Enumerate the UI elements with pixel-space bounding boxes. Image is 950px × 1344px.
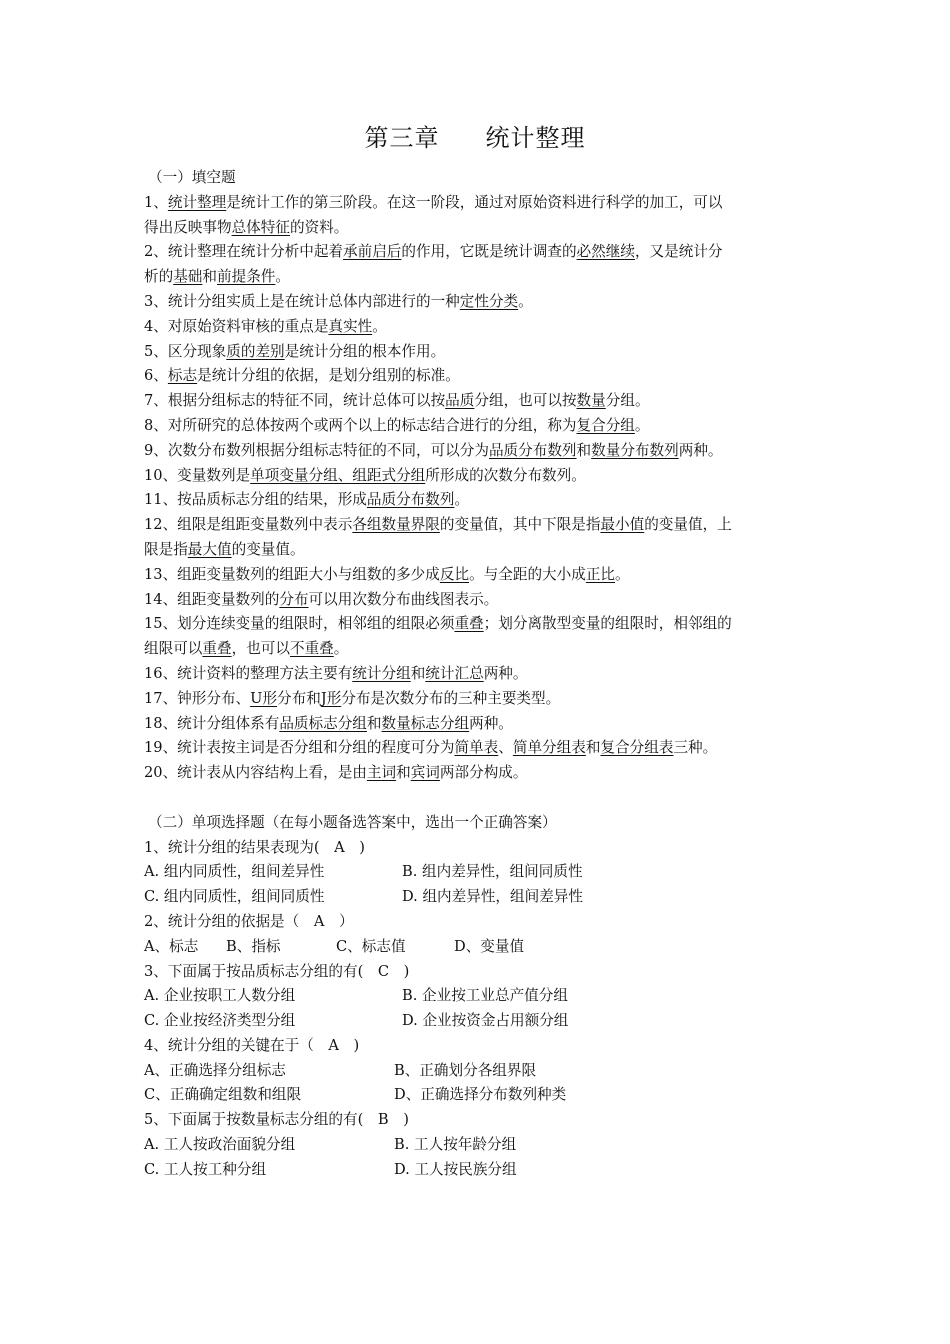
fill-line bbox=[144, 290, 824, 315]
answer-text: 最小值 bbox=[600, 516, 645, 534]
question-text: 4、对原始资料审核的重点是 bbox=[144, 317, 329, 335]
section-heading-choice: （二）单项选择题（在每小题备选答案中，选出一个正确答案） bbox=[148, 813, 557, 831]
page-title bbox=[0, 118, 950, 153]
option-row bbox=[144, 984, 824, 1009]
answer-text: 数量 bbox=[576, 392, 606, 410]
question-text: 8、对所研究的总体按两个或两个以上的标志结合进行的分组，称为 bbox=[144, 416, 577, 434]
answer-text: 复合分组 bbox=[576, 416, 635, 434]
answer-text: 不重叠 bbox=[289, 640, 334, 658]
fill-line bbox=[144, 538, 824, 563]
answer-option: B. 企业按工业总产值分组 bbox=[402, 987, 568, 1005]
answer-option: B. 工人按年龄分组 bbox=[394, 1136, 517, 1154]
option-row bbox=[144, 935, 824, 960]
answer-option: D、正确选择分布数列种类 bbox=[394, 1086, 567, 1104]
answer-option: D. 工人按民族分组 bbox=[394, 1160, 517, 1178]
question-text: 9、次数分布数列根据分组标志特征的不同，可以分为 bbox=[144, 441, 489, 459]
fill-line bbox=[144, 488, 824, 513]
option-row bbox=[144, 860, 824, 885]
answer-text: 正比 bbox=[585, 565, 616, 583]
option-row bbox=[144, 885, 824, 910]
question-text: 。 bbox=[518, 292, 533, 310]
fill-line bbox=[144, 712, 824, 737]
answer-text: 复合分组表 bbox=[600, 739, 674, 757]
fill-line bbox=[144, 513, 824, 538]
answer-option: D、变量值 bbox=[454, 937, 525, 955]
answer-option: C、标志值 bbox=[336, 937, 406, 955]
answer-option: C. 企业按经济类型分组 bbox=[144, 1012, 296, 1030]
question-text: 限是指 bbox=[144, 540, 188, 558]
answer-text: 基础 bbox=[173, 268, 203, 286]
answer-option: C. 组内同质性，组间同质性 bbox=[144, 888, 325, 906]
fill-line bbox=[144, 240, 824, 265]
answer-option: A、标志 bbox=[144, 937, 199, 955]
question-stem: 2、统计分组的依据是（ A ） bbox=[144, 912, 354, 930]
answer-option: A、正确选择分组标志 bbox=[144, 1061, 286, 1079]
fill-line bbox=[144, 364, 824, 389]
answer-option: B、指标 bbox=[226, 937, 281, 955]
answer-text: 主词 bbox=[366, 764, 397, 782]
question-stem: 3、下面属于按品质标志分组的有( C ) bbox=[144, 962, 410, 980]
question-text: 两种。 bbox=[483, 664, 528, 682]
question-text: 16、统计资料的整理方法主要有 bbox=[144, 664, 353, 682]
answer-text: 简单分组表 bbox=[512, 739, 586, 757]
question-text: 15、划分连续变量的组限时，相邻组的组限必须 bbox=[144, 615, 455, 633]
question-text: 19、统计表按主词是否分组和分组的程度可分为 bbox=[144, 739, 455, 757]
question-text: 18、统计分组体系有 bbox=[144, 714, 280, 732]
question-stem: 5、下面属于按数量标志分组的有( B ) bbox=[144, 1111, 409, 1129]
question-text: 13、组距变量数列的组距大小与组数的多少成 bbox=[144, 565, 440, 583]
question-text: 12、组限是组距变量数列中表示 bbox=[144, 516, 353, 534]
question-text: 5、区分现象 bbox=[144, 342, 227, 360]
answer-option: C、正确确定组数和组限 bbox=[144, 1086, 302, 1104]
fill-line bbox=[144, 389, 824, 414]
question-text: 分布是次数分布的三种主要类型。 bbox=[341, 689, 561, 707]
answer-text: 品质标志分组 bbox=[279, 714, 367, 732]
question-text: 组限可以 bbox=[144, 640, 203, 658]
question-text: 6、 bbox=[144, 367, 168, 385]
question-text: 分组。 bbox=[605, 392, 650, 410]
chapter-number: 第三章 bbox=[364, 124, 440, 152]
question-text: 11、按品质标志分组的结果，形成 bbox=[144, 491, 367, 509]
question-text: 。与全距的大小成 bbox=[469, 565, 586, 583]
question-text: ；划分离散型变量的组限时，相邻组的 bbox=[483, 615, 732, 633]
fill-line bbox=[144, 216, 824, 241]
question-text: 和 bbox=[576, 441, 592, 459]
question-text: 1、 bbox=[144, 193, 168, 211]
fill-line bbox=[144, 687, 824, 712]
question-text: 可以用次数分布曲线图表示。 bbox=[308, 590, 499, 608]
fill-line bbox=[144, 761, 824, 786]
answer-text: 统计整理 bbox=[167, 193, 227, 211]
option-row bbox=[144, 1059, 824, 1084]
question-text: 。 bbox=[275, 268, 291, 286]
answer-text: U形 bbox=[250, 689, 278, 707]
answer-text: 重叠 bbox=[454, 615, 484, 633]
answer-text: 真实性 bbox=[328, 317, 373, 335]
answer-text: 品质分布数列 bbox=[366, 491, 455, 509]
question-text: 。 bbox=[454, 491, 470, 509]
question-text: 17、钟形分布、 bbox=[144, 689, 251, 707]
question-text: 。 bbox=[372, 317, 387, 335]
question-text: 析的 bbox=[144, 268, 174, 286]
answer-text: 分布 bbox=[279, 590, 309, 608]
fill-line bbox=[144, 439, 824, 464]
answer-option: A. 工人按政治面貌分组 bbox=[144, 1136, 296, 1154]
fill-line bbox=[144, 588, 824, 613]
answer-text: 必然继续 bbox=[576, 243, 635, 261]
option-row bbox=[144, 1158, 824, 1183]
question-text: 14、组距变量数列的 bbox=[144, 590, 280, 608]
question-text: 7、根据分组标志的特征不同，统计总体可以按 bbox=[144, 392, 446, 410]
question-stem: 4、统计分组的关键在于（ A ) bbox=[144, 1036, 360, 1054]
question-stem: 1、统计分组的结果表现为( A ) bbox=[144, 838, 365, 856]
answer-text: 宾词 bbox=[410, 764, 440, 782]
fill-line bbox=[144, 637, 824, 662]
question-text: 。 bbox=[333, 640, 349, 658]
answer-option: A. 组内同质性，组间差异性 bbox=[144, 863, 325, 881]
fill-line bbox=[144, 736, 824, 761]
answer-option: C. 工人按工种分组 bbox=[144, 1160, 267, 1178]
question-text: 的变量值。 bbox=[231, 540, 305, 558]
question-text: 两部分构成。 bbox=[439, 764, 528, 782]
question-text: 。 bbox=[634, 416, 650, 434]
fill-line bbox=[144, 464, 824, 489]
question-text: ，也可以 bbox=[231, 640, 290, 658]
answer-text: 标志 bbox=[167, 367, 198, 385]
fill-line bbox=[144, 662, 824, 687]
question-text: 三种。 bbox=[673, 739, 718, 757]
answer-text: 总体特征 bbox=[231, 218, 290, 236]
answer-text: 各组数量界限 bbox=[352, 516, 440, 534]
question-text: 和 bbox=[585, 739, 601, 757]
question-text: 分组，也可以按 bbox=[474, 392, 577, 410]
answer-text: 统计分组 bbox=[352, 664, 411, 682]
answer-option: B、正确划分各组界限 bbox=[394, 1061, 537, 1079]
fill-line bbox=[144, 265, 824, 290]
fill-line bbox=[144, 612, 824, 637]
answer-text: 品质分布数列 bbox=[488, 441, 577, 459]
question-text: 20、统计表从内容结构上看，是由 bbox=[144, 764, 367, 782]
answer-text: 反比 bbox=[439, 565, 470, 583]
question-text: 和 bbox=[202, 268, 218, 286]
question-text: 是统计分组的根本作用。 bbox=[284, 342, 446, 360]
fill-line bbox=[144, 340, 824, 365]
answer-option: D. 组内差异性，组间差异性 bbox=[402, 888, 583, 906]
answer-option: B. 组内差异性，组间同质性 bbox=[402, 863, 583, 881]
question-text: ，又是统计分 bbox=[634, 243, 723, 261]
section-heading-fill: （一）填空题 bbox=[148, 169, 236, 186]
fill-in-blank-list bbox=[144, 191, 824, 786]
answer-text: 统计汇总 bbox=[425, 664, 484, 682]
answer-text: 数量标志分组 bbox=[381, 714, 470, 732]
question-text: 的变量值，上 bbox=[644, 516, 732, 534]
question-text: 是统计工作的第三阶段。在这一阶段，通过对原始资料进行科学的加工，可以 bbox=[226, 193, 723, 211]
option-row bbox=[144, 1083, 824, 1108]
answer-text: 承前启后 bbox=[343, 243, 402, 261]
answer-text: 前提条件 bbox=[217, 268, 276, 286]
question-text: 的变量值，其中下限是指 bbox=[439, 516, 601, 534]
fill-line bbox=[144, 315, 824, 340]
answer-option: D. 企业按资金占用额分组 bbox=[402, 1012, 569, 1030]
answer-text: J形 bbox=[320, 689, 342, 707]
answer-text: 定性分类 bbox=[459, 292, 519, 310]
question-text: 是统计分组的依据，是划分组别的标准。 bbox=[197, 367, 460, 385]
question-text: 和 bbox=[410, 664, 426, 682]
question-text: 10、变量数列是 bbox=[144, 466, 251, 484]
multiple-choice-list bbox=[144, 836, 824, 1183]
answer-text: 质的差别 bbox=[226, 342, 285, 360]
question-text: 。 bbox=[615, 565, 630, 583]
question-text: 的资料。 bbox=[289, 218, 349, 236]
fill-line bbox=[144, 414, 824, 439]
question-text: 两种。 bbox=[678, 441, 723, 459]
question-text: 两种。 bbox=[469, 714, 513, 732]
question-text: 分布和 bbox=[277, 689, 321, 707]
question-text: 和 bbox=[396, 764, 411, 782]
question-text: 的作用，它既是统计调查的 bbox=[401, 243, 577, 261]
fill-line bbox=[144, 563, 824, 588]
answer-text: 品质 bbox=[445, 392, 475, 410]
question-text: 3、统计分组实质上是在统计总体内部进行的一种 bbox=[144, 292, 460, 310]
option-row bbox=[144, 1009, 824, 1034]
question-text: 2、统计整理在统计分析中起着 bbox=[144, 243, 344, 261]
question-text: 和 bbox=[366, 714, 382, 732]
question-text: 、 bbox=[498, 739, 513, 757]
answer-text: 重叠 bbox=[202, 640, 232, 658]
answer-text: 最大值 bbox=[187, 540, 232, 558]
answer-option: A. 企业按职工人数分组 bbox=[144, 987, 296, 1005]
option-row bbox=[144, 1133, 824, 1158]
document-body bbox=[144, 166, 824, 1183]
answer-text: 简单表 bbox=[454, 739, 499, 757]
fill-line bbox=[144, 191, 824, 216]
answer-text: 数量分布数列 bbox=[591, 441, 679, 459]
question-text: 所形成的次数分布数列。 bbox=[425, 466, 586, 484]
question-text: 得出反映事物 bbox=[144, 218, 232, 236]
chapter-name: 统计整理 bbox=[485, 124, 586, 152]
answer-text: 单项变量分组、组距式分组 bbox=[250, 466, 426, 484]
